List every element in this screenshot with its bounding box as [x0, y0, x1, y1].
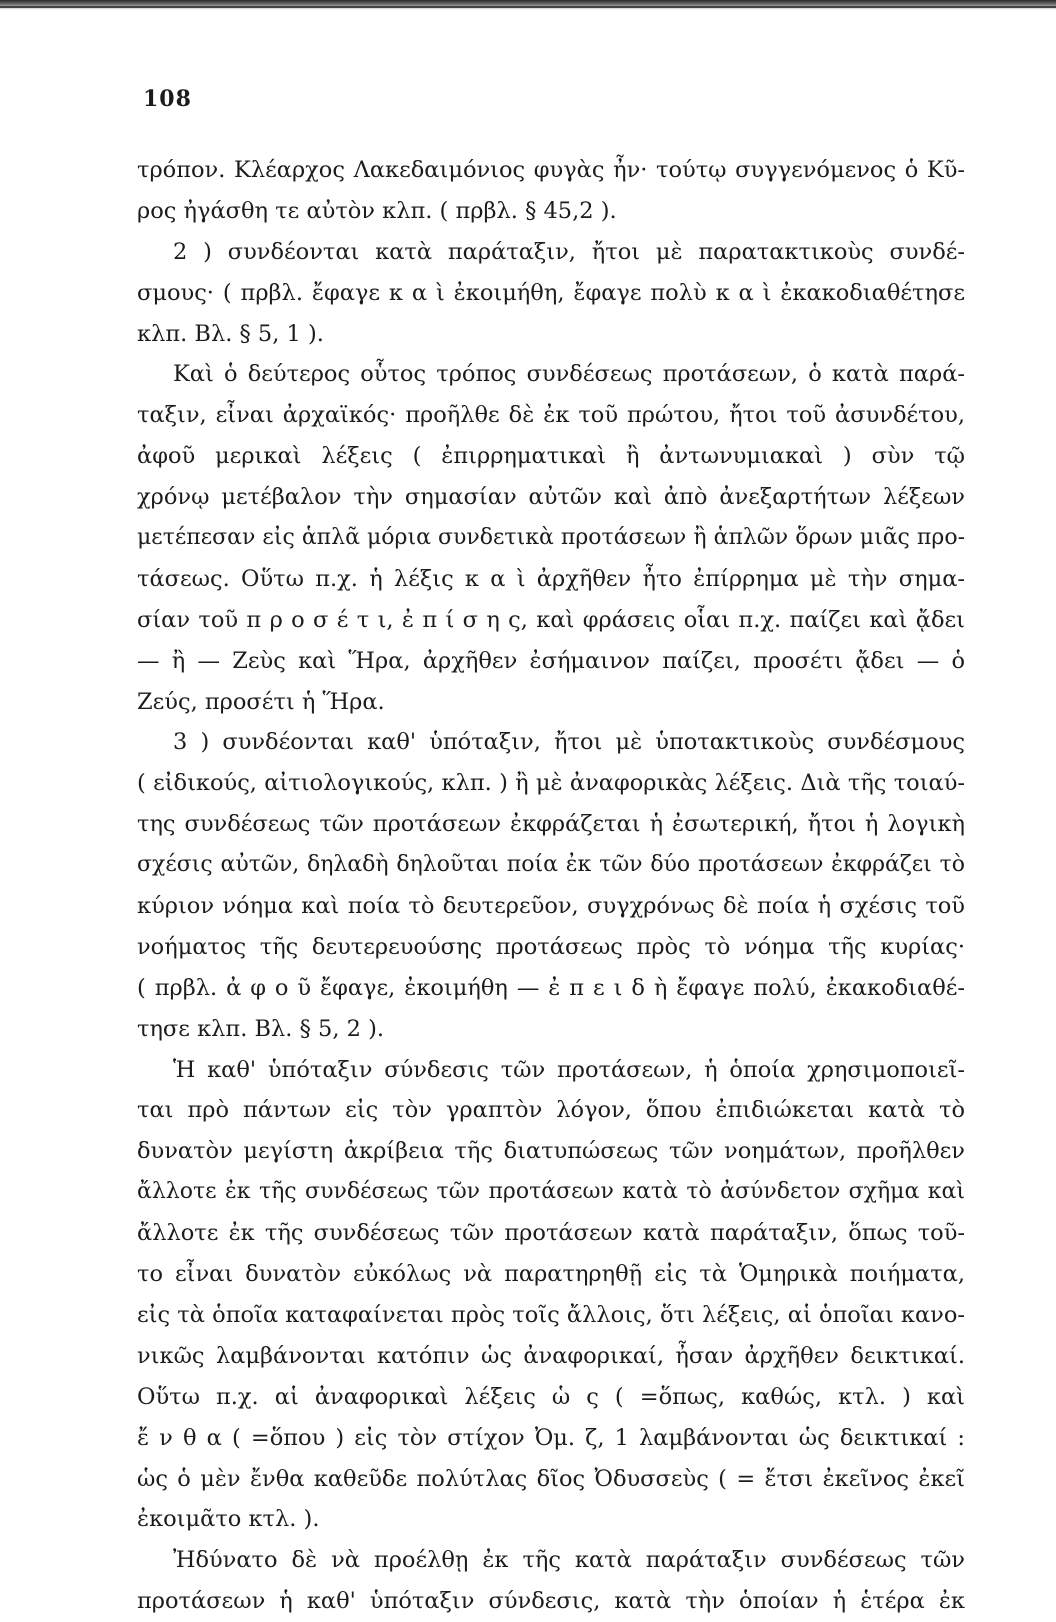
- text-line: τρόπον. Κλέαρχος Λακεδαιμόνιος φυγὰς ἦν· τούτῳ συγγενόμενος ὁ Κῦ-: [137, 157, 965, 183]
- text-line: νικῶς λαμβάνονται κατόπιν ὡς ἀναφορικαί, ἦσαν ἀρχῆθεν δεικτικαί.: [137, 1342, 965, 1369]
- text-line: σχέσις αὐτῶν, δηλαδὴ δηλοῦται ποία ἐκ τῶν δύο προτάσεων ἐκφράζει τὸ: [137, 852, 965, 878]
- text-line: ἔ ν θ α ( =ὅπου ) εἰς τὸν στίχον Ὀμ. ζ, 1 λαμβάνονται ὡς δεικτικαί :: [137, 1424, 965, 1451]
- text-line: ἐκοιμᾶτο κτλ. ).: [137, 1506, 320, 1533]
- text-line: τάσεως. Οὕτω π.χ. ἡ λέξις κ α ὶ ἀρχῆθεν ἦτο ἐπίρρημα μὲ τὴν σημα-: [137, 565, 965, 592]
- text-line: μετέπεσαν εἰς ἁπλᾶ μόρια συνδετικὰ προτάσεων ἢ ἁπλῶν ὅρων μιᾶς προ-: [137, 525, 965, 551]
- text-line: χρόνῳ μετέβαλον τὴν σημασίαν αὐτῶν καὶ ἀπὸ ἀνεξαρτήτων λέξεων: [137, 484, 965, 511]
- page-top-line: [0, 6, 1056, 8]
- text-line: δυνατὸν μεγίστη ἀκρίβεια τῆς διατυπώσεως τῶν νοημάτων, προῆλθεν: [137, 1138, 965, 1165]
- text-line: προτάσεων ἡ καθ' ὑπόταξιν σύνδεσις, κατὰ τὴν ὁποίαν ἡ ἑτέρα ἐκ: [137, 1588, 965, 1615]
- text-line: Οὕτω π.χ. αἱ ἀναφορικαὶ λέξεις ὡ ς ( =ὅπως, καθώς, κτλ. ) καὶ: [137, 1383, 965, 1410]
- text-line: ρος ἠγάσθη τε αὐτὸν κλπ. ( πρβλ. § 45,2 ).: [137, 197, 617, 224]
- text-line: ( πρβλ. ἀ φ ο ῦ ἔφαγε, ἐκοιμήθη — ἐ π ε ι δ ὴ ἔφαγε πολύ, ἐκακοδιαθέ-: [137, 974, 965, 1001]
- text-line: ὡς ὁ μὲν ἔνθα καθεῦδε πολύτλας δῖος Ὀδυσσεὺς ( = ἔτσι ἐκεῖνος ἐκεῖ: [137, 1465, 965, 1492]
- text-line: τησε κλπ. Βλ. § 5, 2 ).: [137, 1015, 385, 1042]
- text-line: 3 ) συνδέονται καθ' ὑπόταξιν, ἤτοι μὲ ὑποτακτικοὺς συνδέσμους: [173, 729, 965, 756]
- text-line: ταξιν, εἶναι ἀρχαϊκός· προῆλθε δὲ ἐκ τοῦ πρώτου, ἤτοι τοῦ ἀσυνδέτου,: [137, 402, 965, 429]
- text-line: εἰς τὰ ὁποῖα καταφαίνεται πρὸς τοῖς ἄλλοις, ὅτι λέξεις, αἱ ὁποῖαι κανο-: [137, 1301, 965, 1328]
- text-line: νοήματος τῆς δευτερευούσης προτάσεως πρὸς τὸ νόημα τῆς κυρίας·: [137, 933, 965, 960]
- text-line: της συνδέσεως τῶν προτάσεων ἐκφράζεται ἡ ἐσωτερική, ἤτοι ἡ λογικὴ: [137, 811, 965, 838]
- text-line: ( εἰδικούς, αἰτιολογικούς, κλπ. ) ἢ μὲ ἀναφορικὰς λέξεις. Διὰ τῆς τοιαύ-: [137, 770, 965, 797]
- text-line: ται πρὸ πάντων εἰς τὸν γραπτὸν λόγον, ὅπου ἐπιδιώκεται κατὰ τὸ: [137, 1097, 965, 1124]
- text-line: Ἠδύνατο δὲ νὰ προέλθῃ ἐκ τῆς κατὰ παράταξιν συνδέσεως τῶν: [173, 1547, 965, 1574]
- text-line: Ἡ καθ' ὑπόταξιν σύνδεσις τῶν προτάσεων, ἡ ὁποία χρησιμοποιεῖ-: [173, 1056, 965, 1083]
- text-line: σίαν τοῦ π ρ ο σ έ τ ι, ἐ π ί σ η ς, καὶ φράσεις οἷαι π.χ. παίζει καὶ ᾄδει: [137, 606, 965, 633]
- text-line: — ἢ — Ζεὺς καὶ Ἥρα, ἀρχῆθεν ἐσήμαινον παίζει, προσέτι ᾄδει — ὁ: [137, 647, 965, 674]
- text-line: ἄλλοτε ἐκ τῆς συνδέσεως τῶν προτάσεων κατὰ παράταξιν, ὅπως τοῦ-: [137, 1220, 965, 1247]
- text-line: το εἶναι δυνατὸν εὐκόλως νὰ παρατηρηθῇ εἰς τὰ Ὁμηρικὰ ποιήματα,: [137, 1261, 965, 1288]
- text-line: ἄλλοτε ἐκ τῆς συνδέσεως τῶν προτάσεων κατὰ τὸ ἀσύνδετον σχῆμα καὶ: [137, 1179, 965, 1205]
- text-line: Καὶ ὁ δεύτερος οὗτος τρόπος συνδέσεως προτάσεων, ὁ κατὰ παρά-: [173, 361, 965, 388]
- text-line: ἀφοῦ μερικαὶ λέξεις ( ἐπιρρηματικαὶ ἢ ἀντωνυμιακαὶ ) σὺν τῷ: [137, 443, 965, 470]
- body-text: [137, 150, 965, 1622]
- text-line: κλπ. Βλ. § 5, 1 ).: [137, 320, 324, 347]
- text-line: 2 ) συνδέονται κατὰ παράταξιν, ἤτοι μὲ παρατακτικοὺς συνδέ-: [173, 238, 965, 265]
- text-line: σμους· ( πρβλ. ἔφαγε κ α ὶ ἐκοιμήθη, ἔφαγε πολὺ κ α ὶ ἐκακοδιαθέτησε: [137, 279, 965, 306]
- page-number: 108: [143, 86, 192, 112]
- text-line: Ζεύς, προσέτι ἡ Ἥρα.: [137, 688, 385, 715]
- text-line: κύριον νόημα καὶ ποία τὸ δευτερεῦον, συγχρόνως δὲ ποία ἡ σχέσις τοῦ: [137, 893, 965, 920]
- page-top-edge: [0, 0, 1056, 10]
